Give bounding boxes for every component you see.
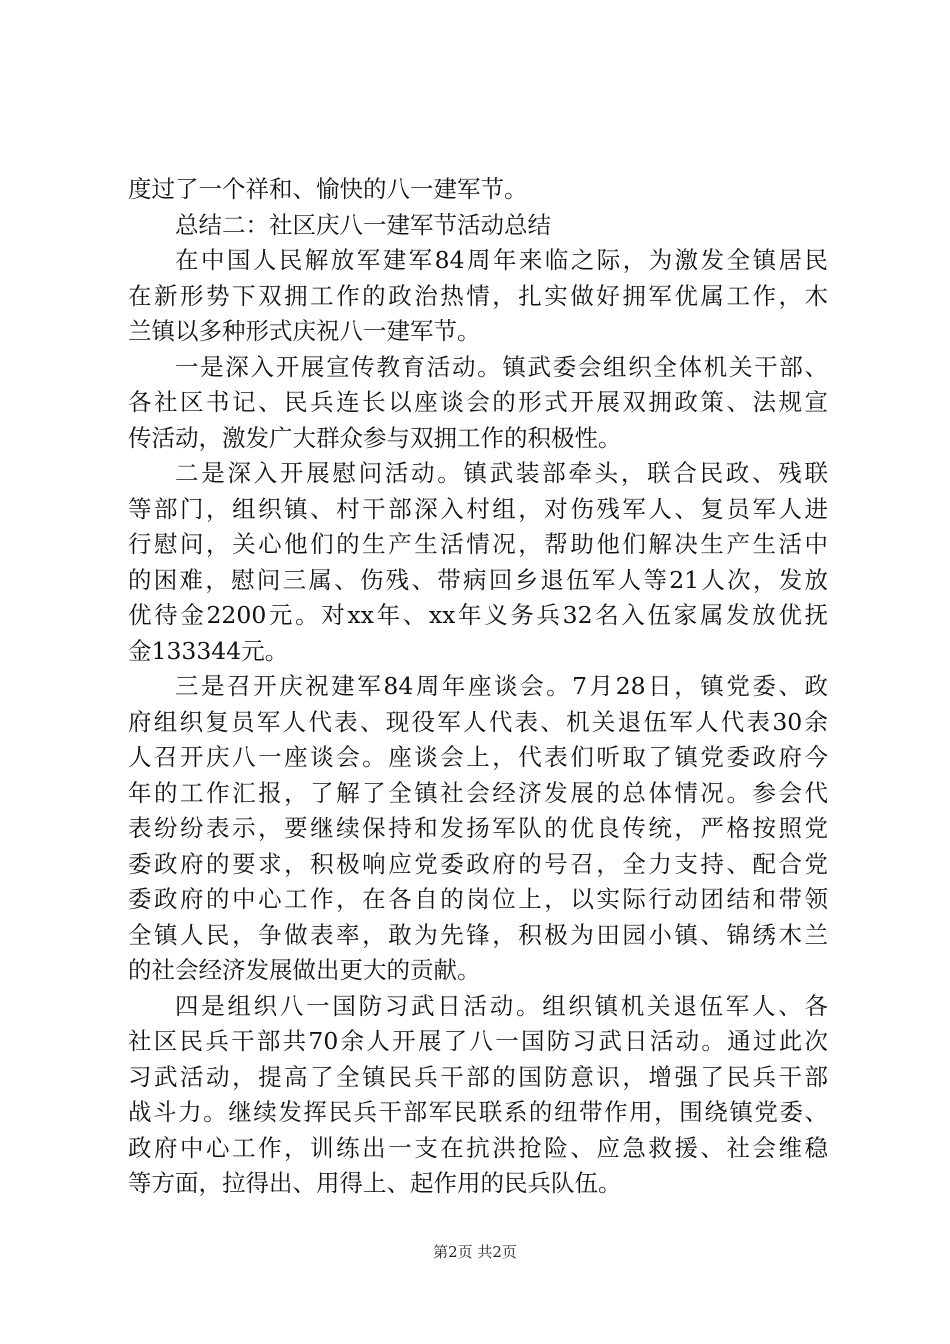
paragraph-line: 社区民兵干部共70余人开展了八一国防习武日活动。通过此次 — [128, 1027, 828, 1055]
paragraph-line: 三是召开庆祝建军84周年座谈会。7月28日，镇党委、政 — [175, 672, 828, 700]
paragraph-line: 的社会经济发展做出更大的贡献。 — [128, 956, 481, 984]
paragraph-line: 委政府的要求，积极响应党委政府的号召，全力支持、配合党 — [128, 849, 828, 878]
paragraph-line: 战斗力。继续发挥民兵干部军民联系的纽带作用，围绕镇党委、 — [128, 1098, 828, 1126]
paragraph-line: 政府中心工作，训练出一支在抗洪抢险、应急救援、社会维稳 — [128, 1133, 828, 1162]
paragraph-line: 传活动，激发广大群众参与双拥工作的积极性。 — [128, 423, 622, 452]
paragraph-line: 金133344元。 — [128, 636, 289, 665]
paragraph-line: 府组织复员军人代表、现役军人代表、机关退伍军人代表30余 — [128, 707, 828, 736]
paragraph-line: 习武活动，提高了全镇民兵干部的国防意识，增强了民兵干部 — [128, 1062, 828, 1091]
paragraph-line: 兰镇以多种形式庆祝八一建军节。 — [128, 317, 481, 345]
paragraph-line: 人召开庆八一座谈会。座谈会上，代表们听取了镇党委政府今 — [128, 743, 828, 771]
document-body — [128, 172, 828, 1202]
paragraph-line: 全镇人民，争做表率，敢为先锋，积极为田园小镇、锦绣木兰 — [128, 920, 828, 949]
paragraph-line: 二是深入开展慰问活动。镇武装部牵头，联合民政、残联 — [175, 459, 828, 487]
paragraph-line: 表纷纷表示，要继续保持和发扬军队的优良传统，严格按照党 — [128, 814, 828, 842]
paragraph-line: 四是组织八一国防习武日活动。组织镇机关退伍军人、各 — [175, 991, 828, 1020]
paragraph-line: 的困难，慰问三属、伤残、带病回乡退伍军人等21人次，发放 — [128, 565, 828, 594]
page-number-footer: 第2页 共2页 — [433, 1243, 517, 1261]
paragraph-line: 在新形势下双拥工作的政治热情，扎实做好拥军优属工作，木 — [128, 281, 828, 310]
paragraph-line: 等部门，组织镇、村干部深入村组，对伤残军人、复员军人进 — [128, 494, 828, 523]
paragraph-line: 度过了一个祥和、愉快的八一建军节。 — [128, 175, 528, 203]
paragraph-line: 各社区书记、民兵连长以座谈会的形式开展双拥政策、法规宣 — [128, 388, 828, 416]
paragraph-line: 等方面，拉得出、用得上、起作用的民兵队伍。 — [128, 1169, 622, 1197]
section-heading: 总结二：社区庆八一建军节活动总结 — [175, 210, 551, 239]
paragraph-line: 优待金2200元。对xx年、xx年义务兵32名入伍家属发放优抚 — [128, 601, 828, 629]
paragraph-line: 年的工作汇报，了解了全镇社会经济发展的总体情况。参会代 — [128, 778, 828, 807]
paragraph-line: 委政府的中心工作，在各自的岗位上，以实际行动团结和带领 — [128, 885, 828, 913]
paragraph-line: 一是深入开展宣传教育活动。镇武委会组织全体机关干部、 — [175, 352, 828, 381]
paragraph-line: 行慰问，关心他们的生产生活情况，帮助他们解决生产生活中 — [128, 530, 828, 558]
paragraph-line: 在中国人民解放军建军84周年来临之际，为激发全镇居民 — [175, 246, 828, 274]
